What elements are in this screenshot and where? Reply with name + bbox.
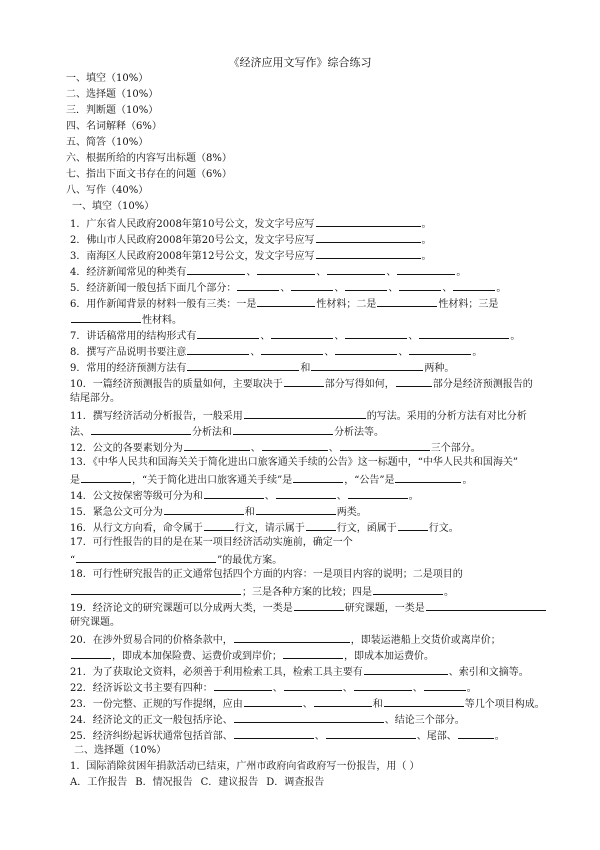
question-17: 17．可行性报告的目的是在某一项目经济活动实施前，确定一个 — [70, 537, 353, 548]
punctuation: 、 — [342, 683, 353, 694]
answer-blank — [204, 520, 234, 531]
answer-blank — [71, 584, 241, 595]
answer-blank — [340, 440, 430, 451]
question-text: 14．公文按保密等级可分为和 — [70, 491, 203, 502]
punctuation: 、 — [250, 347, 261, 358]
option-c: C．建议报告 — [200, 777, 259, 788]
punctuation: 、 — [334, 283, 345, 294]
punctuation: 。 — [494, 731, 505, 742]
punctuation: 、 — [398, 347, 409, 358]
punctuation: 、 — [412, 683, 423, 694]
question-text: 和 — [372, 699, 383, 710]
question-text: ，即成本加保险费、运费价或到岸价； — [112, 651, 282, 662]
question-7 — [70, 328, 520, 343]
option-a: A．工作报告 — [70, 777, 128, 788]
question-10-cont: 结尾部分。 — [70, 393, 120, 404]
question-text: 和 — [244, 507, 255, 518]
question-text: 和 — [300, 363, 311, 374]
question-text: 部分是经济预测报告的 — [432, 379, 533, 390]
question-11 — [70, 408, 527, 423]
answer-blank — [256, 504, 336, 515]
question-text: 等几个项目构成。 — [464, 699, 545, 710]
punctuation: 、 — [316, 267, 327, 278]
question-20 — [70, 632, 501, 647]
question-text: ，即装运港船上交货价或离岸价； — [350, 635, 501, 646]
section-heading-choice: 二、选择题（10%） — [74, 745, 167, 756]
question-6 — [70, 296, 498, 311]
question-text: 7．讲话稿常用的结构形式有 — [70, 331, 197, 342]
punctuation: 。 — [421, 219, 432, 230]
answer-blank — [283, 648, 343, 659]
question-text: 行文，函属于 — [336, 523, 397, 534]
punctuation: 、 — [388, 283, 399, 294]
question-25 — [70, 728, 505, 743]
question-text: 性材料；二是 — [316, 299, 377, 310]
question-text: 10．一篇经济预测报告的质量如何，主要取决于 — [70, 379, 283, 390]
question-text: 23．一份完整、正规的写作提纲，应由 — [70, 699, 243, 710]
question-18-cont — [70, 584, 454, 599]
answer-blank — [316, 248, 421, 259]
question-text: ，“关于简化进出口旅客通关手续”是 — [132, 475, 293, 486]
question-text: 9．常用的经济预测方法有 — [70, 363, 187, 374]
question-text: 5．经济新闻一般包括下面几个部分： — [70, 283, 237, 294]
answer-blank — [187, 360, 299, 371]
question-22 — [70, 680, 477, 695]
punctuation: 。 — [408, 491, 419, 502]
punctuation: 、 — [260, 331, 271, 342]
question-text: 分析法等。 — [334, 427, 384, 438]
question-text: 研究课题，一类是 — [344, 603, 425, 614]
answer-blank — [311, 360, 423, 371]
question-text: 、索引和文摘等。 — [448, 667, 529, 678]
choice-options — [70, 776, 332, 789]
answer-blank — [234, 632, 350, 643]
answer-blank — [398, 520, 428, 531]
question-text: 2．佛山市人民政府2008年第20号公文，发文字号应写 — [70, 235, 315, 246]
question-text: “ — [70, 555, 76, 566]
answer-blank — [327, 264, 385, 275]
answer-blank — [348, 488, 408, 499]
answer-blank — [71, 312, 141, 323]
answer-blank — [345, 328, 407, 339]
outline-item-4: 四、名词解释（6%） — [66, 121, 162, 132]
answer-blank — [261, 344, 323, 355]
question-6-cont — [70, 312, 182, 327]
question-text: 部分写得如何， — [324, 379, 395, 390]
outline-item-6: 六、根据所给的内容写出标题（8%） — [66, 153, 232, 164]
question-text: 行文。 — [428, 523, 459, 534]
question-text: 21．为了获取论文资料，必须善于利用检索工具，检索工具主要有 — [70, 667, 363, 678]
option-b: B．情况报告 — [135, 777, 193, 788]
answer-blank — [377, 296, 437, 307]
punctuation: 、 — [386, 267, 397, 278]
answer-blank — [81, 472, 131, 483]
question-20-cont — [70, 648, 434, 663]
answer-blank — [257, 296, 315, 307]
punctuation: 、 — [324, 347, 335, 358]
question-text: 两类。 — [336, 507, 367, 518]
question-24 — [70, 712, 465, 727]
answer-blank — [306, 520, 336, 531]
question-text: 24．经济论文的正文一般包括序论、 — [70, 715, 233, 726]
question-21 — [70, 664, 529, 679]
answer-blank — [184, 440, 250, 451]
question-text: 15．紧急公文可分为 — [70, 507, 163, 518]
answer-blank — [419, 328, 509, 339]
punctuation: 、 — [314, 731, 325, 742]
question-text: 行文，请示属于 — [234, 523, 305, 534]
answer-blank — [395, 472, 461, 483]
question-8 — [70, 344, 482, 359]
question-text: 三个部分。 — [430, 443, 481, 454]
answer-blank — [257, 264, 315, 275]
outline-item-2: 二、选择题（10%） — [66, 89, 159, 100]
question-3 — [70, 248, 432, 263]
answer-blank — [354, 680, 412, 691]
punctuation: 、 — [264, 491, 275, 502]
answer-blank — [234, 728, 314, 739]
question-text: 12．公文的各要素划分为 — [70, 443, 183, 454]
question-text: ，“公告”是 — [344, 475, 395, 486]
answer-blank — [262, 440, 328, 451]
question-5 — [70, 280, 506, 295]
question-text: 的写法。采用的分析方法有对比分析 — [366, 411, 527, 422]
answer-blank — [458, 728, 494, 739]
answer-blank — [284, 376, 324, 387]
question-text: 1．广东省人民政府2008年第10号公文，发文字号应写 — [70, 219, 315, 230]
outline-item-1: 一、填空（10%） — [66, 73, 149, 84]
question-text: 、尾部、 — [416, 731, 457, 742]
punctuation: 、 — [408, 331, 419, 342]
option-d: D．调查报告 — [266, 777, 325, 788]
question-17-cont — [70, 552, 282, 567]
answer-blank — [244, 696, 302, 707]
outline-item-7: 七、指出下面文书存在的问题（6%） — [66, 169, 232, 180]
question-14 — [70, 488, 419, 503]
answer-blank — [204, 488, 264, 499]
question-text: 性材料。 — [142, 315, 182, 326]
punctuation: 、 — [250, 443, 261, 454]
punctuation: 。 — [472, 347, 483, 358]
punctuation: 。 — [421, 251, 432, 262]
question-4 — [70, 264, 466, 279]
punctuation: 。 — [444, 587, 454, 598]
outline-item-5: 五、简答（10%） — [66, 137, 149, 148]
answer-blank — [276, 488, 336, 499]
punctuation: 。 — [496, 283, 507, 294]
answer-blank — [284, 680, 342, 691]
punctuation: 。 — [462, 475, 473, 486]
question-text: 3．南海区人民政府2008年第12号公文，发文字号应写 — [70, 251, 315, 262]
punctuation: 。 — [510, 331, 521, 342]
question-text: 是 — [70, 475, 80, 486]
question-12 — [70, 440, 481, 455]
answer-blank — [373, 584, 443, 595]
question-19 — [70, 600, 547, 615]
answer-blank — [214, 680, 272, 691]
outline-item-3: 三．判断题（10%） — [66, 105, 159, 116]
answer-blank — [396, 376, 432, 387]
question-text: 20．在涉外贸易合同的价格条款中， — [70, 635, 233, 646]
punctuation: 、 — [336, 491, 347, 502]
answer-blank — [345, 280, 387, 291]
punctuation: 。 — [466, 683, 477, 694]
question-18: 18．可行性研究报告的正文通常包括四个方面的内容：一是项目内容的说明；二是项目的 — [70, 569, 463, 580]
question-text: ”的最优方案。 — [217, 555, 283, 566]
question-2 — [70, 232, 432, 247]
answer-blank — [164, 504, 244, 515]
answer-blank — [316, 232, 421, 243]
answer-blank — [91, 424, 191, 435]
punctuation: 、 — [246, 267, 257, 278]
answer-blank — [453, 280, 495, 291]
question-text: 两种。 — [424, 363, 455, 374]
question-text: 6．用作新闻背景的材料一般有三类：一是 — [70, 299, 257, 310]
answer-blank — [197, 328, 259, 339]
punctuation: 、 — [272, 683, 283, 694]
punctuation: 、 — [302, 699, 313, 710]
question-text: 法、 — [70, 427, 90, 438]
answer-blank — [399, 280, 441, 291]
answer-blank — [76, 552, 216, 563]
punctuation: 、 — [280, 283, 291, 294]
outline-item-8: 八、写作（40%） — [66, 185, 149, 196]
answer-blank — [187, 264, 245, 275]
punctuation: 、 — [442, 283, 453, 294]
question-1 — [70, 216, 432, 231]
question-text: 性材料；三是 — [438, 299, 499, 310]
answer-blank — [426, 600, 546, 611]
question-text: ；三是各种方案的比较；四是 — [242, 587, 372, 598]
answer-blank — [71, 648, 111, 659]
answer-blank — [237, 280, 279, 291]
section-heading-fill: 一、填空（10%） — [72, 201, 155, 212]
answer-blank — [364, 664, 448, 675]
answer-blank — [316, 216, 421, 227]
question-10 — [70, 376, 533, 391]
document-title: 《经济应用文写作》综合练习 — [228, 56, 372, 69]
question-13: 13．《中华人民共和国海关关于简化进出口旅客通关手续的公告》这一标题中，“中华人民共和国海关” — [70, 457, 518, 468]
answer-blank — [424, 680, 466, 691]
question-text: 11．撰写经济活动分析报告，一般采用 — [70, 411, 243, 422]
punctuation: 。 — [456, 267, 467, 278]
answer-blank — [291, 280, 333, 291]
answer-blank — [409, 344, 471, 355]
answer-blank — [397, 264, 455, 275]
question-text: 分析法和 — [192, 427, 232, 438]
question-text: 19．经济论文的研究课题可以分成两大类，一类是 — [70, 603, 293, 614]
answer-blank — [293, 472, 343, 483]
answer-blank — [271, 328, 333, 339]
answer-blank — [187, 344, 249, 355]
question-11-cont — [70, 424, 384, 439]
punctuation: 、 — [334, 331, 345, 342]
choice-question-1: 1．国际消除贫困年捐款活动已结束，广州市政府向省政府写一份报告，用（ ） — [70, 761, 420, 772]
question-text: 、结论三个部分。 — [384, 715, 465, 726]
question-text: ，即成本加运费价。 — [344, 651, 434, 662]
question-text: 25．经济纠纷起诉状通常包括首部、 — [70, 731, 233, 742]
question-16 — [70, 520, 459, 535]
answer-blank — [335, 344, 397, 355]
answer-blank — [326, 728, 416, 739]
question-15 — [70, 504, 367, 519]
answer-blank — [233, 424, 333, 435]
punctuation: 、 — [328, 443, 339, 454]
question-19-cont: 研究课题。 — [70, 617, 120, 628]
question-text: 8．撰写产品说明书要注意 — [70, 347, 187, 358]
question-text: 22．经济诉讼文书主要有四种： — [70, 683, 213, 694]
question-13-cont — [70, 472, 472, 487]
answer-blank — [314, 696, 372, 707]
answer-blank — [384, 696, 464, 707]
question-text: 16．从行文方向看，命令属于 — [70, 523, 203, 534]
punctuation: 。 — [421, 235, 432, 246]
question-text: 4．经济新闻常见的种类有 — [70, 267, 187, 278]
question-9 — [70, 360, 454, 375]
answer-blank — [244, 408, 366, 419]
question-23 — [70, 696, 545, 711]
answer-blank — [234, 712, 384, 723]
answer-blank — [294, 600, 344, 611]
